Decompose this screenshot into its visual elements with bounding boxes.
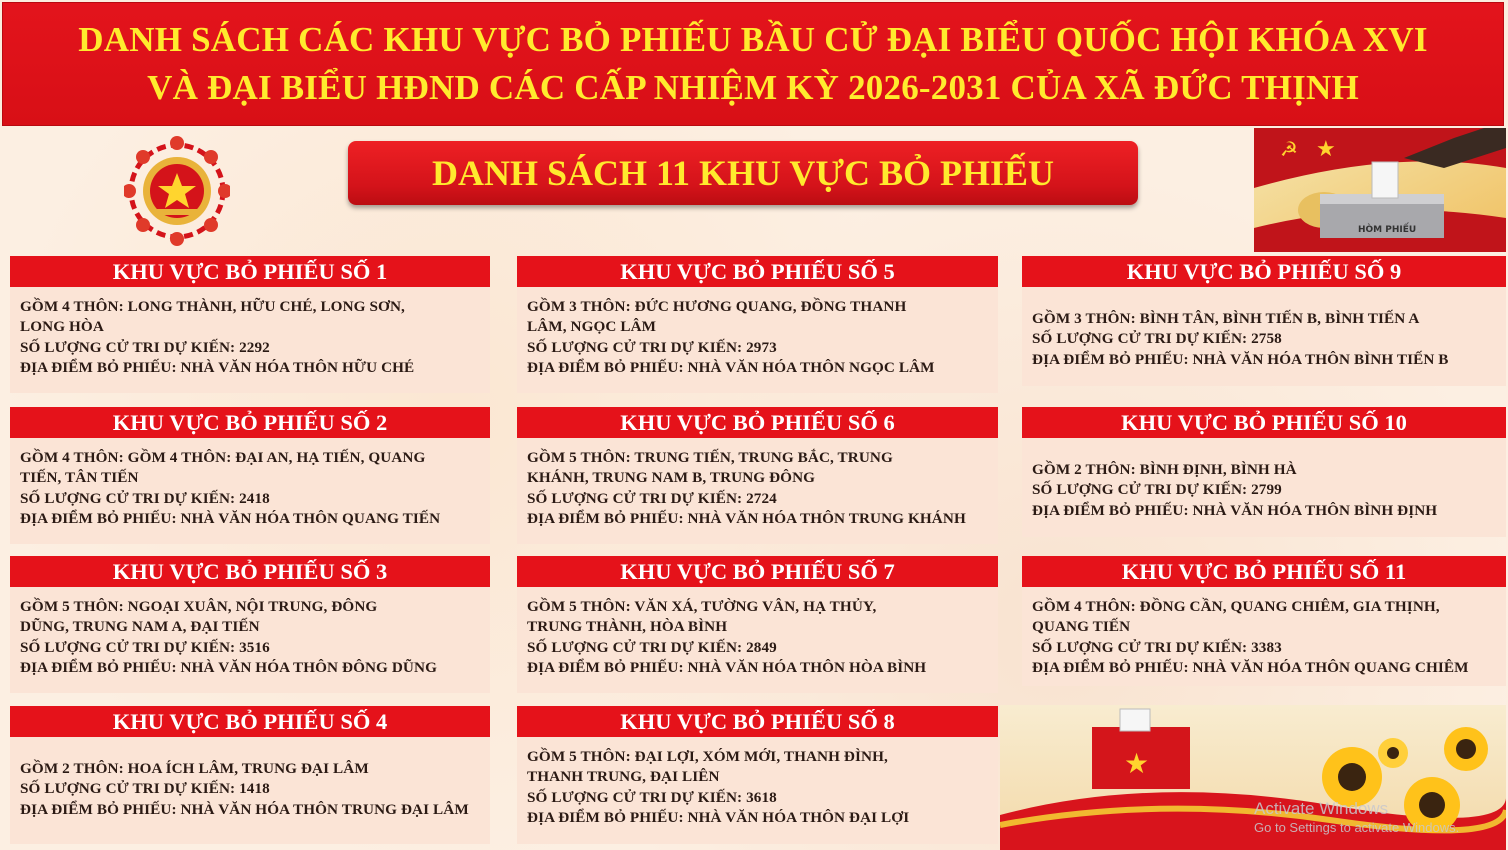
- voting-area-detail-line: LÂM, NGỌC LÂM: [527, 318, 657, 336]
- voting-area-detail-line: GỒM 5 THÔN: TRUNG TIẾN, TRUNG BẮC, TRUNG: [527, 449, 893, 466]
- voting-area-detail-line: ĐỊA ĐIỂM BỎ PHIẾU: NHÀ VĂN HÓA THÔN HÒA BÌNH: [527, 658, 927, 676]
- voting-area-detail-line: GỒM 5 THÔN: ĐẠI LỢI, XÓM MỚI, THANH ĐÌNH,: [527, 748, 888, 765]
- voting-area-title: KHU VỰC BỎ PHIẾU SỐ 10: [1022, 407, 1506, 438]
- voting-area-details: [1022, 287, 1506, 386]
- voting-area-card: [517, 556, 998, 693]
- voting-area-card: [10, 706, 490, 844]
- watermark-line-1: Activate Windows: [1254, 799, 1389, 818]
- title-line-2: VÀ ĐẠI BIỂU HĐND CÁC CẤP NHIỆM KỲ 2026-2031 CỦA XÃ ĐỨC THỊNH: [147, 68, 1359, 107]
- voting-area-detail-line: GỒM 2 THÔN: HOA ÍCH LÂM, TRUNG ĐẠI LÂM: [20, 760, 369, 777]
- voting-illustration-top: [1254, 128, 1506, 252]
- voting-area-card: [10, 407, 490, 544]
- svg-text:★: ★: [1124, 747, 1150, 780]
- voting-area-detail-line: ĐỊA ĐIỂM BỎ PHIẾU: NHÀ VĂN HÓA THÔN ĐÔNG DŨNG: [20, 658, 437, 676]
- national-emblem-icon: [124, 134, 230, 248]
- voting-area-detail-line: GỒM 4 THÔN: GỒM 4 THÔN: ĐẠI AN, HẠ TIẾN, QUANG: [20, 449, 426, 466]
- voting-area-title: KHU VỰC BỎ PHIẾU SỐ 3: [10, 556, 490, 587]
- voting-area-detail-line: GỒM 5 THÔN: VĂN XÁ, TƯỜNG VÂN, HẠ THỦY,: [527, 598, 877, 615]
- watermark-line-2: Go to Settings to activate Windows.: [1254, 820, 1460, 835]
- title-banner: [2, 2, 1504, 126]
- voting-area-detail-line: ĐỊA ĐIỂM BỎ PHIẾU: NHÀ VĂN HÓA THÔN NGỌC LÂM: [527, 358, 935, 376]
- voting-area-detail-line: ĐỊA ĐIỂM BỎ PHIẾU: NHÀ VĂN HÓA THÔN QUANG CHIÊM: [1032, 658, 1469, 676]
- voting-area-details: [517, 287, 998, 393]
- voting-area-detail-line: ĐỊA ĐIỂM BỎ PHIẾU: NHÀ VĂN HÓA THÔN ĐẠI LỢI: [527, 808, 910, 826]
- voting-area-card: [517, 706, 998, 844]
- voting-area-details: [1022, 438, 1506, 537]
- voting-area-detail-line: GỒM 2 THÔN: BÌNH ĐỊNH, BÌNH HÀ: [1032, 461, 1297, 478]
- voting-area-detail-line: SỐ LƯỢNG CỬ TRI DỰ KIẾN: 2418: [20, 489, 270, 507]
- voting-area-detail-line: THANH TRUNG, ĐẠI LIÊN: [527, 768, 720, 786]
- voting-area-detail-line: GỒM 3 THÔN: ĐỨC HƯƠNG QUANG, ĐỒNG THANH: [527, 298, 907, 315]
- subtitle-banner: DANH SÁCH 11 KHU VỰC BỎ PHIẾU: [348, 141, 1138, 205]
- voting-area-detail-line: ĐỊA ĐIỂM BỎ PHIẾU: NHÀ VĂN HÓA THÔN QUANG TIẾN: [20, 509, 441, 527]
- voting-area-details: [10, 287, 490, 393]
- voting-area-detail-line: KHÁNH, TRUNG NAM B, TRUNG ĐÔNG: [527, 469, 816, 487]
- voting-area-detail-line: ĐỊA ĐIỂM BỎ PHIẾU: NHÀ VĂN HÓA THÔN TRUNG ĐẠI LÂM: [20, 800, 469, 818]
- voting-area-detail-line: SỐ LƯỢNG CỬ TRI DỰ KIẾN: 3618: [527, 788, 777, 806]
- voting-area-details: [517, 587, 998, 693]
- voting-area-title: KHU VỰC BỎ PHIẾU SỐ 5: [517, 256, 998, 287]
- title-line-1: DANH SÁCH CÁC KHU VỰC BỎ PHIẾU BẦU CỬ ĐẠI BIỂU QUỐC HỘI KHÓA XVI: [78, 20, 1428, 59]
- voting-area-card: [1022, 556, 1506, 686]
- voting-area-detail-line: SỐ LƯỢNG CỬ TRI DỰ KIẾN: 2292: [20, 338, 270, 356]
- voting-area-detail-line: GỒM 3 THÔN: BÌNH TÂN, BÌNH TIẾN B, BÌNH TIẾN A: [1032, 310, 1420, 327]
- voting-area-detail-line: GỒM 5 THÔN: NGOẠI XUÂN, NỘI TRUNG, ĐÔNG: [20, 598, 378, 615]
- voting-area-title: KHU VỰC BỎ PHIẾU SỐ 1: [10, 256, 490, 287]
- voting-area-detail-line: LONG HÒA: [20, 318, 104, 336]
- voting-area-detail-line: SỐ LƯỢNG CỬ TRI DỰ KIẾN: 2758: [1032, 330, 1282, 348]
- voting-area-detail-line: SỐ LƯỢNG CỬ TRI DỰ KIẾN: 3383: [1032, 638, 1282, 656]
- voting-area-detail-line: SỐ LƯỢNG CỬ TRI DỰ KIẾN: 2799: [1032, 481, 1282, 499]
- voting-area-detail-line: TIẾN, TÂN TIẾN: [20, 469, 139, 487]
- voting-area-title: KHU VỰC BỎ PHIẾU SỐ 11: [1022, 556, 1506, 587]
- voting-area-card: [1022, 256, 1506, 386]
- voting-area-title: KHU VỰC BỎ PHIẾU SỐ 7: [517, 556, 998, 587]
- voting-area-card: [10, 256, 490, 393]
- voting-area-title: KHU VỰC BỎ PHIẾU SỐ 9: [1022, 256, 1506, 287]
- voting-area-detail-line: TRUNG THÀNH, HÒA BÌNH: [527, 618, 728, 636]
- voting-area-detail-line: DŨNG, TRUNG NAM A, ĐẠI TIẾN: [20, 618, 260, 636]
- voting-area-details: [10, 737, 490, 844]
- svg-text:★: ★: [1316, 137, 1336, 162]
- svg-text:☭: ☭: [1280, 137, 1298, 161]
- voting-area-detail-line: SỐ LƯỢNG CỬ TRI DỰ KIẾN: 2724: [527, 489, 777, 507]
- voting-area-details: [10, 438, 490, 544]
- voting-area-details: [10, 587, 490, 693]
- voting-area-detail-line: ĐỊA ĐIỂM BỎ PHIẾU: NHÀ VĂN HÓA THÔN BÌNH TIẾN B: [1032, 350, 1449, 368]
- voting-area-card: [517, 256, 998, 393]
- voting-area-card: [10, 556, 490, 693]
- voting-area-detail-line: SỐ LƯỢNG CỬ TRI DỰ KIẾN: 3516: [20, 638, 270, 656]
- voting-area-detail-line: SỐ LƯỢNG CỬ TRI DỰ KIẾN: 2849: [527, 638, 777, 656]
- voting-area-card: [1022, 407, 1506, 537]
- voting-area-card: [517, 407, 998, 544]
- voting-area-detail-line: ĐỊA ĐIỂM BỎ PHIẾU: NHÀ VĂN HÓA THÔN HỮU CHÉ: [20, 358, 415, 376]
- voting-area-detail-line: QUANG TIẾN: [1032, 618, 1131, 636]
- voting-area-detail-line: SỐ LƯỢNG CỬ TRI DỰ KIẾN: 1418: [20, 780, 270, 798]
- voting-area-details: [517, 438, 998, 544]
- ballot-box-label: HÒM PHIẾU: [1358, 225, 1417, 235]
- activation-watermark: [1254, 798, 1459, 836]
- voting-area-title: KHU VỰC BỎ PHIẾU SỐ 6: [517, 407, 998, 438]
- voting-area-title: KHU VỰC BỎ PHIẾU SỐ 8: [517, 706, 998, 737]
- voting-area-detail-line: ĐỊA ĐIỂM BỎ PHIẾU: NHÀ VĂN HÓA THÔN TRUNG KHÁNH: [527, 509, 966, 527]
- voting-area-details: [1022, 587, 1506, 686]
- voting-area-detail-line: GỒM 4 THÔN: ĐỒNG CẦN, QUANG CHIÊM, GIA THỊNH,: [1032, 598, 1440, 615]
- voting-area-detail-line: SỐ LƯỢNG CỬ TRI DỰ KIẾN: 2973: [527, 338, 777, 356]
- voting-area-details: [517, 737, 998, 844]
- voting-area-title: KHU VỰC BỎ PHIẾU SỐ 4: [10, 706, 490, 737]
- voting-area-title: KHU VỰC BỎ PHIẾU SỐ 2: [10, 407, 490, 438]
- voting-area-detail-line: ĐỊA ĐIỂM BỎ PHIẾU: NHÀ VĂN HÓA THÔN BÌNH ĐỊNH: [1032, 501, 1438, 519]
- voting-area-detail-line: GỒM 4 THÔN: LONG THÀNH, HỮU CHÉ, LONG SƠN,: [20, 298, 405, 315]
